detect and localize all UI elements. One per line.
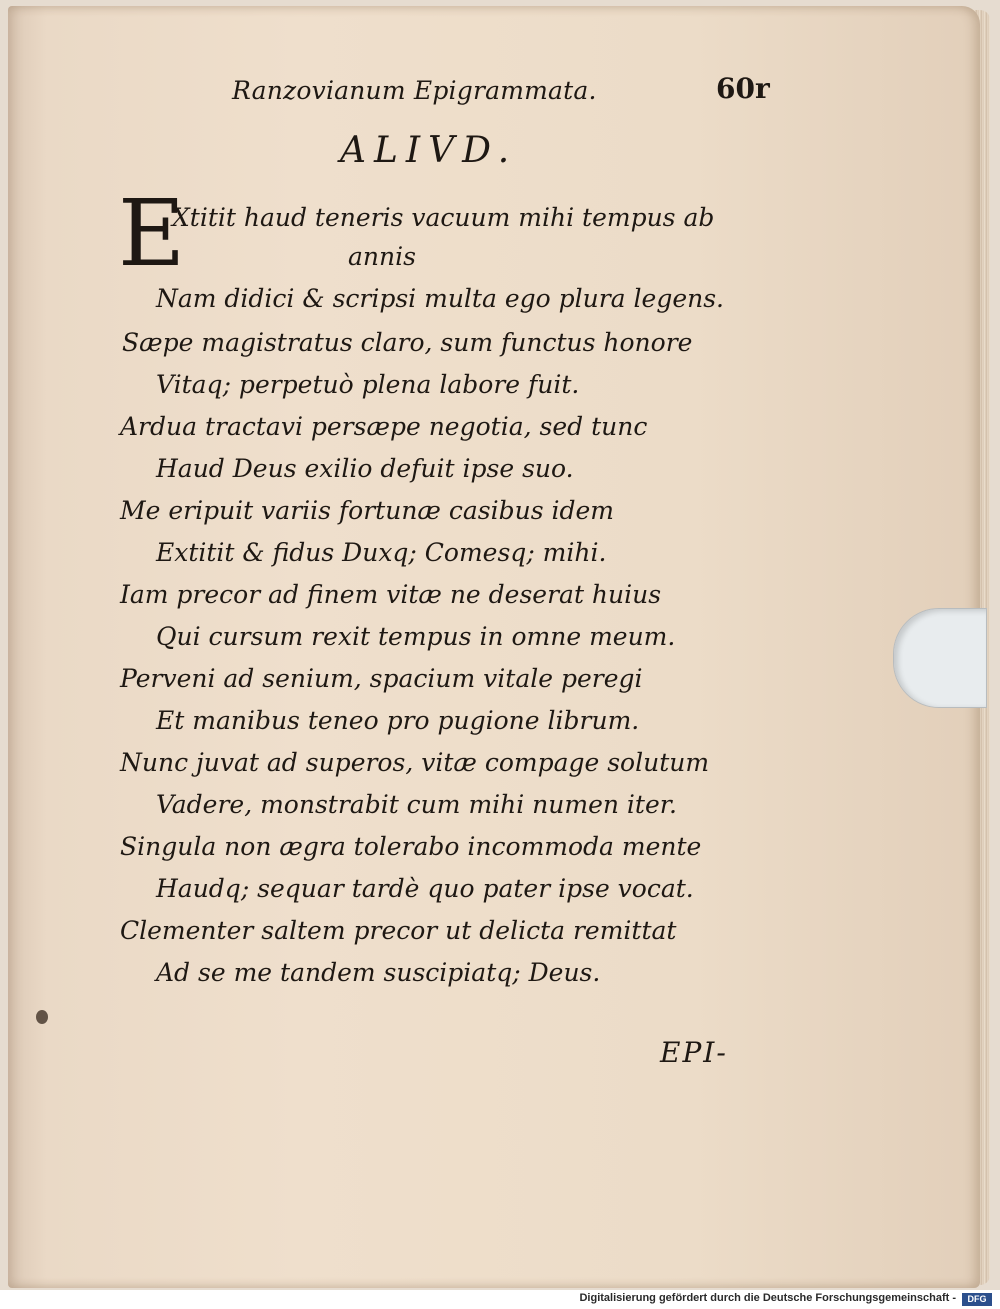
verse-line: Ardua tractavi persæpe negotia, sed tunc: [120, 412, 648, 441]
drop-cap: E: [118, 180, 186, 287]
catchword: EPI-: [660, 1036, 728, 1069]
ink-stain: [36, 1010, 48, 1024]
bookmark-tab: [893, 608, 987, 708]
verse-line: Xtitit haud teneris vacuum mihi tempus ab: [172, 203, 715, 232]
verse-line: Haudq; sequar tardè quo pater ipse vocat.: [156, 874, 694, 903]
verse-line: Qui cursum rexit tempus in omne meum.: [156, 622, 676, 651]
verse-line: Et manibus teneo pro pugione librum.: [156, 706, 640, 735]
verse-line: Sæpe magistratus claro, sum functus honore: [122, 328, 693, 357]
verse-line: Iam precor ad finem vitæ ne deserat huius: [120, 580, 662, 609]
poem-title: ALIVD.: [340, 130, 518, 171]
verse-line: Ad se me tandem suscipiatq; Deus.: [156, 958, 601, 987]
running-head: Ranzovianum Epigrammata.: [232, 76, 597, 105]
verse-line: Extitit & fidus Duxq; Comesq; mihi.: [156, 538, 607, 567]
verse-line: Nunc juvat ad superos, vitæ compage solutum: [120, 748, 710, 777]
dfg-logo: DFG: [962, 1293, 992, 1306]
verse-line: Vadere, monstrabit cum mihi numen iter.: [156, 790, 677, 819]
verse-line: annis: [348, 242, 416, 271]
verse-line: Vitaq; perpetuò plena labore fuit.: [156, 370, 580, 399]
verse-line: Me eripuit variis fortunæ casibus idem: [120, 496, 614, 525]
verse-line: Perveni ad senium, spacium vitale peregi: [120, 664, 643, 693]
verse-line: Nam didici & scripsi multa ego plura legens.: [156, 284, 724, 313]
folio-number: 60r: [716, 72, 770, 105]
verse-line: Haud Deus exilio defuit ipse suo.: [156, 454, 574, 483]
funding-footer: [0, 1290, 1000, 1309]
verse-line: Clementer saltem precor ut delicta remittat: [120, 916, 677, 945]
verse-line: Singula non ægra tolerabo incommoda mente: [120, 832, 702, 861]
funding-notice: Digitalisierung gefördert durch die Deutsche Forschungsgemeinschaft -: [579, 1292, 956, 1304]
